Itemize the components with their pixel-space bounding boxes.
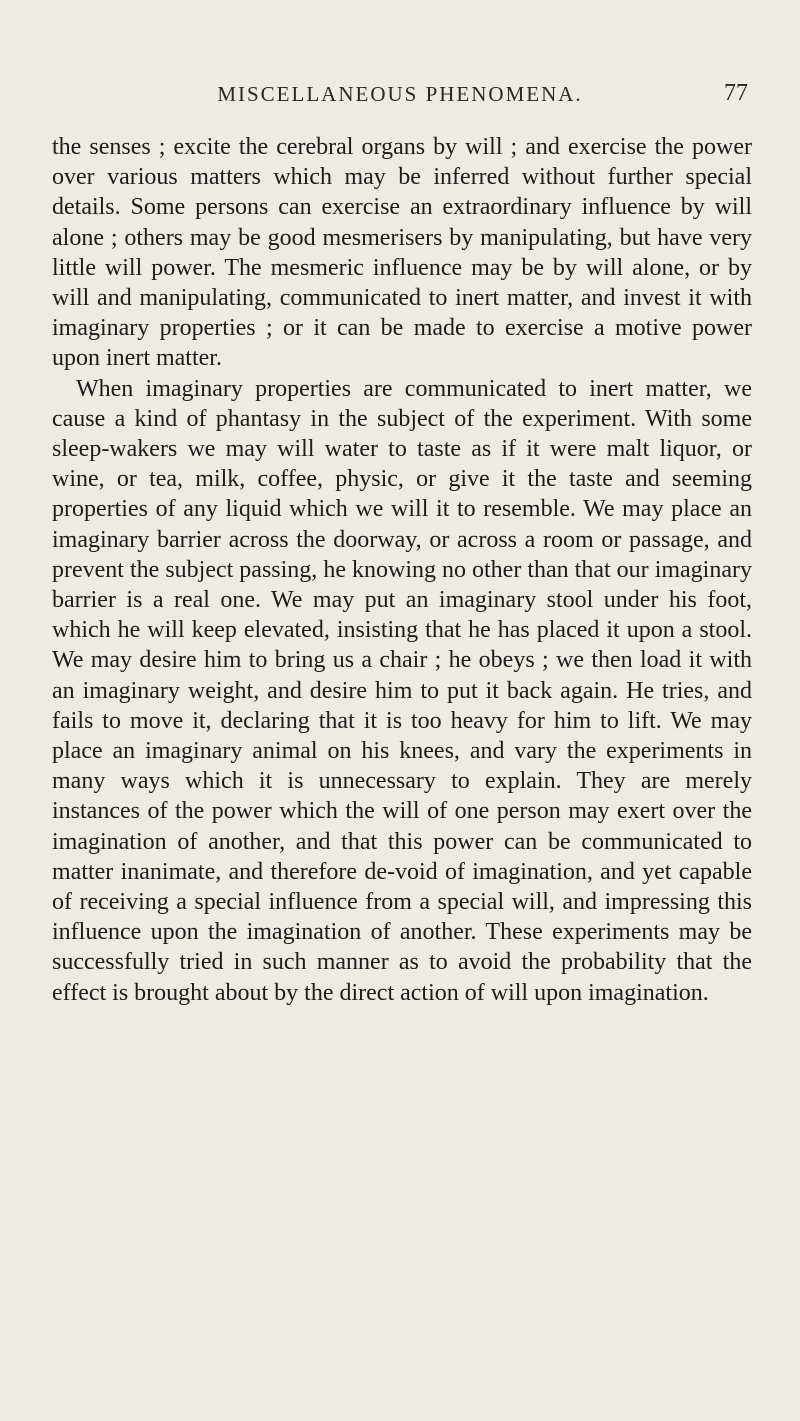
paragraph-continued: the senses ; excite the cerebral organs by will ; and exercise the power over various matters which may be inferred without further special details. Some persons can exercise an extraordinary influence by will alone ; others may be good mesmerisers by manipulating, but have very little will power. The mesmeric influence may be by will alone, or by will and manipulating, communicated to inert matter, and invest it with imaginary properties ; or it can be made to exercise a motive power upon inert matter. — [52, 134, 752, 372]
body-text — [52, 132, 752, 1008]
running-title: MISCELLANEOUS PHENOMENA. — [217, 82, 583, 106]
paragraph-imaginary-properties: When imaginary properties are communicated to inert matter, we cause a kind of phantasy in the subject of the experiment. With some sleep-wakers we may will water to taste as if it were malt liquor, or wine, or tea, milk, coffee, physic, or give it the taste and seeming properties of any liquid which we will it to resemble. We may place an imaginary barrier across the doorway, or across a room or passage, and prevent the subject passing, he knowing no other than that our imaginary barrier is a real one. We may put an imaginary stool under his foot, which he will keep elevated, insisting that he has placed it upon a stool. We may desire him to bring us a chair ; he obeys ; we then load it with an imaginary weight, and desire him to put it back again. He tries, and fails to move it, declaring that it is too heavy for him to lift. We may place an imaginary animal on his knees, and vary the experiments in many ways which it is unnecessary to explain. They are merely instances of the power which the will of one person may exert over the imagination of another, and that this power can be communicated to matter inanimate, and therefore de-void of imagination, and yet capable of receiving a special influence from a special will, and impressing this influence upon the imagination of another. These experiments may be successfully tried in such manner as to avoid the probability that the effect is brought about by the direct action of will upon imagination. — [52, 375, 752, 1006]
page-header — [0, 82, 800, 112]
page-number: 77 — [724, 80, 748, 106]
